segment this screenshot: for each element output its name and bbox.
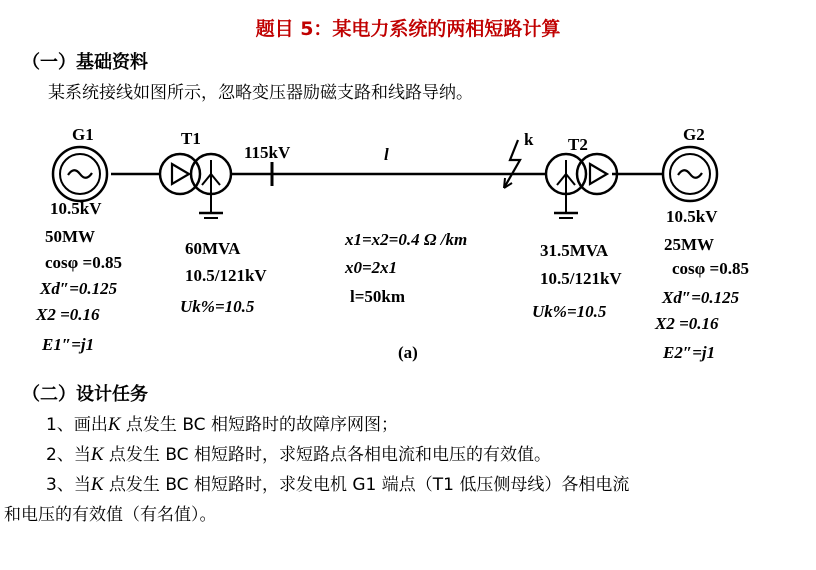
t2-name: T2: [568, 135, 588, 154]
g2-power: 25MW: [664, 235, 715, 254]
g1-emf: E1″=j1: [42, 335, 95, 354]
t1-capacity: 60MVA: [185, 239, 241, 258]
t1-ratio: 10.5/121kV: [185, 266, 267, 285]
task-prefix: 1、画出: [46, 415, 108, 435]
diagram-caption: (a): [398, 343, 418, 362]
line-length: l=50km: [350, 287, 406, 306]
g2-xd: Xd″=0.125: [662, 288, 740, 307]
g1-x2: X2 =0.16: [36, 305, 100, 324]
g1-name: G1: [72, 125, 94, 144]
t1-name: T1: [181, 129, 201, 148]
g1-xd: Xd″=0.125: [40, 279, 118, 298]
fault-lightning-icon: [504, 140, 520, 188]
task-text: 点发生 BC 相短路时，求发电机 G1 端点（T1 低压侧母线）各相电流: [103, 475, 630, 495]
g2-emf: E2″=j1: [663, 343, 716, 362]
g1-cosphi: cosφ =0.85: [45, 253, 122, 272]
g1-generator-icon: [53, 147, 107, 201]
g2-x2: X2 =0.16: [655, 314, 719, 333]
task-item: [46, 470, 629, 496]
system-diagram: [0, 118, 816, 378]
section-task-heading: （二）设计任务: [22, 384, 148, 405]
fault-name: k: [524, 130, 534, 149]
task-item-continuation: 和电压的有效值（有名值）。: [4, 505, 217, 525]
t2-capacity: 31.5MVA: [540, 241, 609, 260]
task-text: 点发生 BC 相短路时，求短路点各相电流和电压的有效值。: [103, 445, 551, 465]
g1-voltage: 10.5kV: [50, 199, 102, 218]
g2-generator-icon: [663, 147, 717, 201]
t1-uk: Uk%=10.5: [180, 297, 255, 316]
task-k: K: [90, 444, 104, 465]
task-prefix: 2、当: [46, 445, 91, 465]
task-k: K: [107, 414, 121, 435]
section-basic-heading: （一）基础资料: [22, 52, 148, 73]
g2-cosphi: cosφ =0.85: [672, 259, 749, 278]
t1-transformer-icon: [160, 154, 231, 218]
line-voltage: 115kV: [244, 143, 291, 162]
line-x1x2: x1=x2=0.4 Ω /km: [345, 230, 468, 249]
task-prefix: 3、当: [46, 475, 91, 495]
line-name: l: [384, 145, 389, 164]
g2-name: G2: [683, 125, 705, 144]
g1-power: 50MW: [45, 227, 96, 246]
line-x0: x0=2x1: [345, 258, 398, 277]
task-item: [46, 410, 398, 436]
t2-ratio: 10.5/121kV: [540, 269, 622, 288]
t2-uk: Uk%=10.5: [532, 302, 607, 321]
section-basic-text: 某系统接线如图所示，忽略变压器励磁支路和线路导纳。: [48, 83, 473, 103]
g2-voltage: 10.5kV: [666, 207, 718, 226]
page-title: 题目 5：某电力系统的两相短路计算: [255, 18, 561, 40]
task-text: 点发生 BC 相短路时的故障序网图；: [120, 415, 398, 435]
task-k: K: [90, 474, 104, 495]
task-item: [46, 440, 551, 466]
t2-transformer-icon: [546, 154, 617, 218]
